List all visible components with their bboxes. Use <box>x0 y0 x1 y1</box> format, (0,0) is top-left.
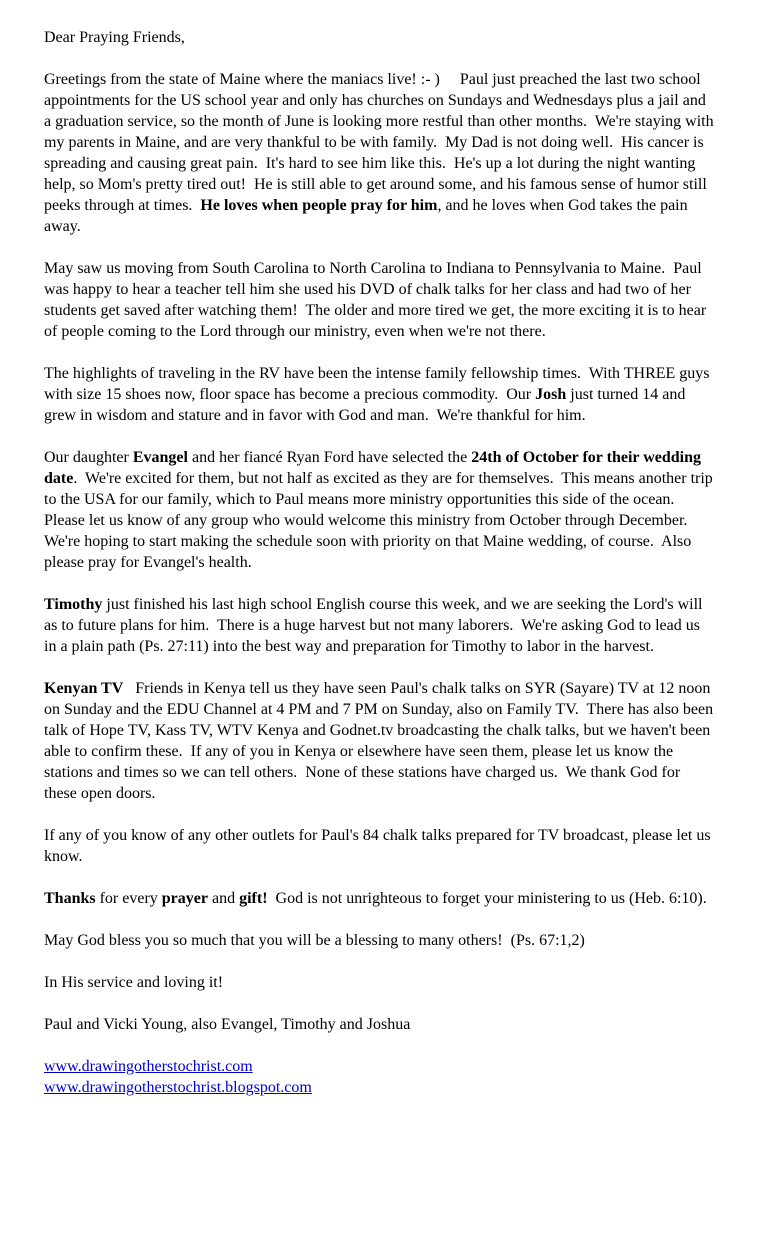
bold-text: Josh <box>535 386 567 403</box>
wedding-paragraph <box>44 447 717 573</box>
plain-text: , and he loves when God takes the pain away. <box>44 197 692 235</box>
link-row <box>44 1056 714 1077</box>
greetings-paragraph <box>44 69 718 237</box>
plain-text: for every <box>95 890 162 907</box>
bold-text: 24th of October for their wedding date <box>44 449 705 487</box>
rv-family-paragraph <box>44 363 714 426</box>
website-link[interactable]: www.drawingotherstochrist.blogspot.com <box>44 1079 312 1096</box>
may-travels-paragraph <box>44 258 714 342</box>
plain-text: Our daughter <box>44 449 133 466</box>
plain-text: Friends in Kenya tell us they have seen Paul's chalk talks on SYR (Sayare) TV at 12 noon on Sunday and the EDU Channel at 4 PM and 7 PM on Sunday, also on Family TV. There has also been talk of Hope TV, Kass TV, WTV Kenya and Godnet.tv broadcasting the chalk talks, but we haven't been able to confirm these. If any of you in Kenya or elsewhere have seen them, please let us know the stations and times so we can tell others. None of these stations have charged us. We thank God for these open doors. <box>44 680 718 802</box>
plain-text: May saw us moving from South Carolina to North Carolina to Indiana to Pennsylvania to Maine. Paul was happy to hear a teacher tell him she used his DVD of chalk talks for her class and had two of her students get saved after watching them! The older and more tired we get, the more exciting it is to hear of people coming to the Lord through our ministry, even when we're not there. <box>44 260 711 340</box>
bold-text: prayer <box>161 890 208 907</box>
letter-links <box>44 1056 714 1098</box>
plain-text: and her fiancé Ryan Ford have selected the <box>187 449 472 466</box>
plain-text: May God bless you so much that you will be a blessing to many others! (Ps. 67:1,2) <box>44 932 585 949</box>
bold-text: Thanks <box>44 890 96 907</box>
plain-text: just finished his last high school English course this week, and we are seeking the Lord's will as to future plans for him. There is a huge harvest but not many laborers. We're asking God to lead us in a plain path (Ps. 27:11) into the best way and preparation for Timothy to labor in the harvest. <box>44 596 707 655</box>
bold-text: gift! <box>239 890 268 907</box>
timothy-paragraph <box>44 594 714 657</box>
website-link[interactable]: www.drawingotherstochrist.com <box>44 1058 253 1075</box>
plain-text: In His service and loving it! <box>44 974 224 991</box>
thanks-paragraph <box>44 888 714 909</box>
kenyan-tv-paragraph <box>44 678 718 804</box>
blessing-paragraph <box>44 930 714 951</box>
plain-text: The highlights of traveling in the RV have been the intense family fellowship times. With THREE guys with size 15 shoes now, floor space has become a precious commodity. Our <box>44 365 714 403</box>
closing-line <box>44 972 714 993</box>
letter-body <box>44 69 718 1035</box>
bold-text: He loves when people pray for him <box>200 197 438 214</box>
link-row <box>44 1077 714 1098</box>
plain-text: . We're excited for them, but not half as excited as they are for themselves. This means another trip to the USA for our family, which to Paul means more ministry opportunities this side of the ocean. Please let us know of any group who would welcome this ministry from October through December. We're hoping to start making the schedule soon with priority on that Maine wedding, of course. Also please pray for Evangel's health. <box>44 470 717 571</box>
plain-text: just turned 14 and grew in wisdom and stature and in favor with God and man. We're thankful for him. <box>44 386 690 424</box>
bold-text: Timothy <box>44 596 103 613</box>
other-outlets-paragraph <box>44 825 714 867</box>
bold-text: Kenyan TV <box>44 680 124 697</box>
plain-text: If any of you know of any other outlets for Paul's 84 chalk talks prepared for TV broadcast, please let us know. <box>44 827 715 865</box>
signature-line <box>44 1014 714 1035</box>
bold-text: Evangel <box>132 449 188 466</box>
salutation: Dear Praying Friends, <box>44 29 185 46</box>
plain-text: Paul and Vicki Young, also Evangel, Timothy and Joshua <box>44 1016 411 1033</box>
plain-text: and <box>207 890 240 907</box>
plain-text: God is not unrighteous to forget your ministering to us (Heb. 6:10). <box>267 890 707 907</box>
plain-text: Greetings from the state of Maine where the maniacs live! :- ) Paul just preached the last two school appointments for the US school year and only has churches on Sundays and Wednesdays plus a jail and a graduation service, so the month of June is looking more restful than other months. We're staying with my parents in Maine, and are very thankful to be with family. My Dad is not doing well. His cancer is spreading and causing great pain. It's hard to see him like this. He's up a lot during the night wanting help, so Mom's pretty tired out! He is still able to get around some, and his famous sense of humor still peeks through at times. <box>44 71 718 214</box>
